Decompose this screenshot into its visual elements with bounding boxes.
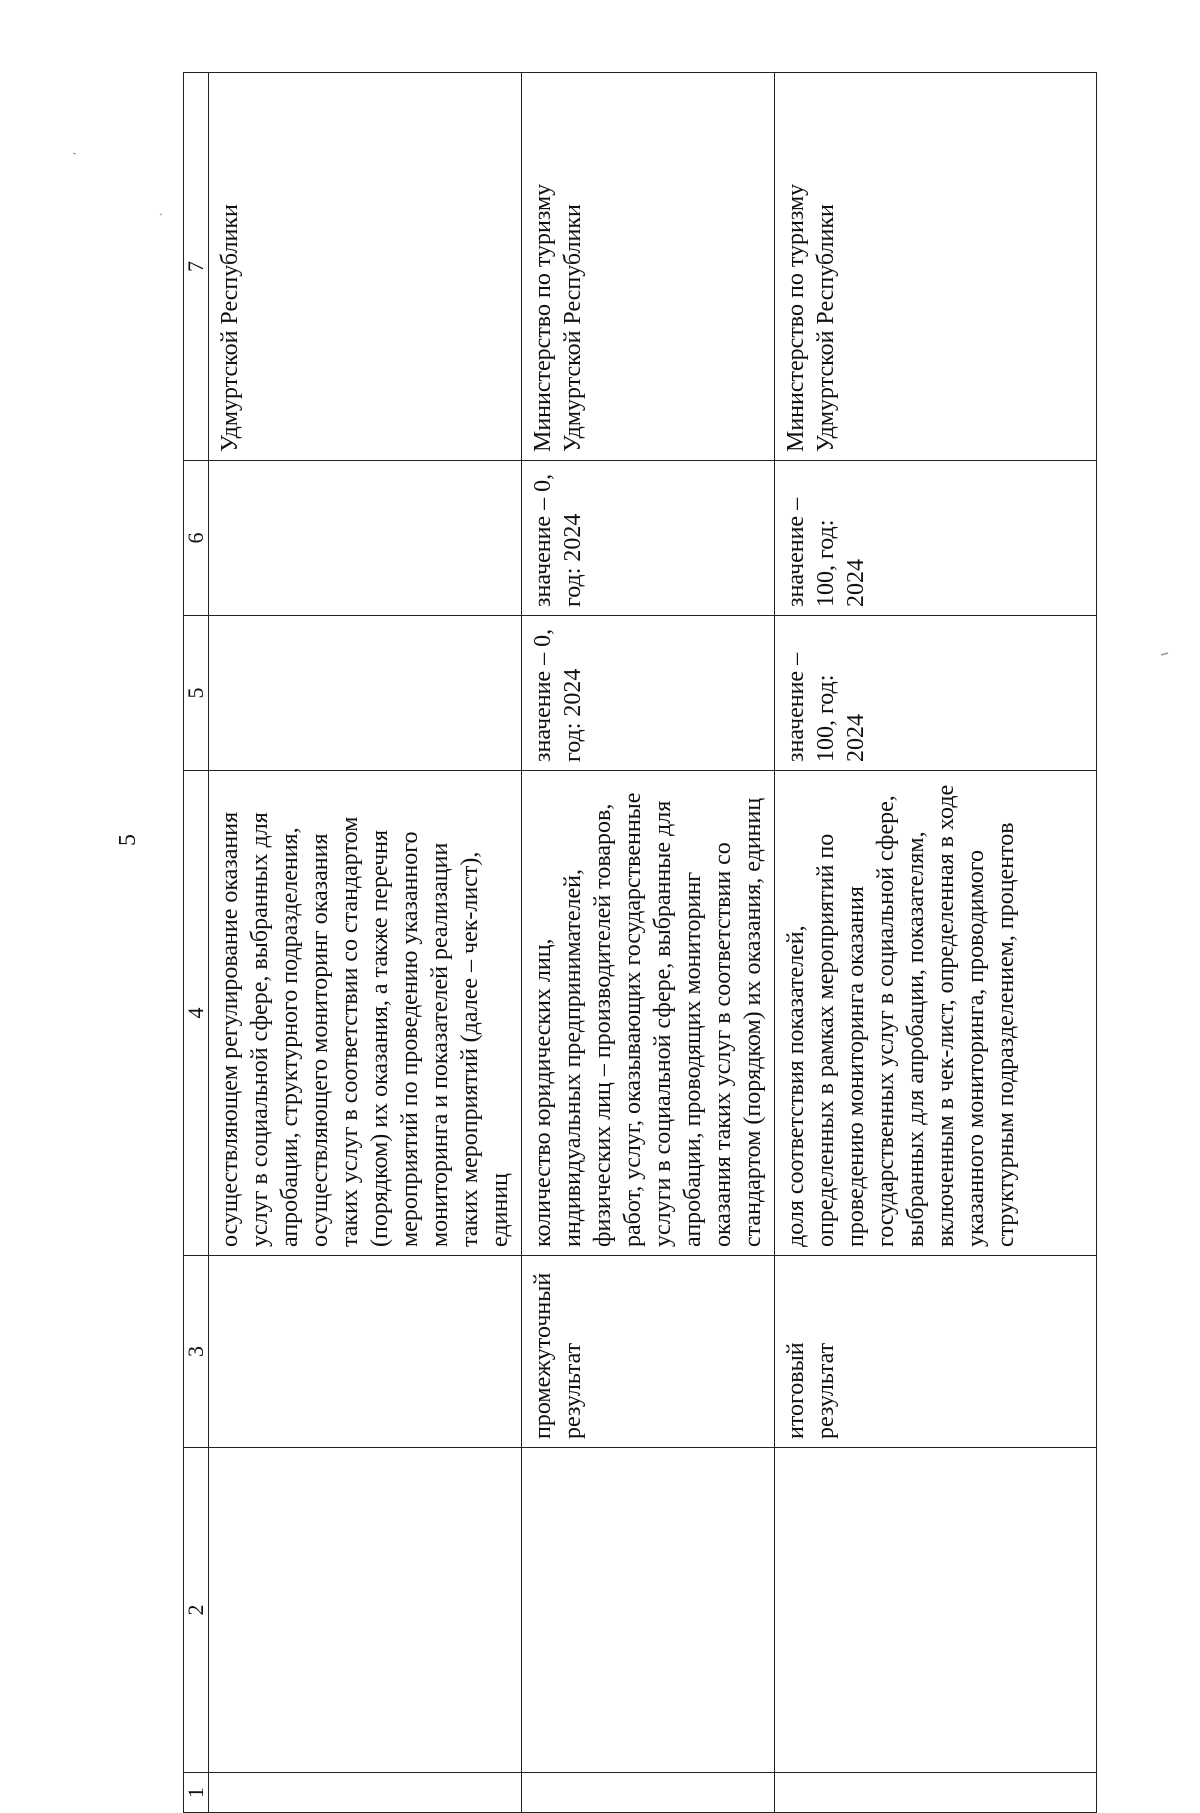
cell-result-type [209, 1256, 522, 1448]
cell-responsible: Министерство по туризму Удмуртской Республики [522, 73, 775, 461]
header-col-2: 2 [184, 1448, 209, 1773]
cell-base-value: значение – 0, год: 2024 [522, 616, 775, 771]
header-col-1: 1 [184, 1773, 209, 1813]
cell-target-value: значение – 0, год: 2024 [522, 461, 775, 616]
cell-indicator: количество юридических лиц, индивидуальных предпринимателей, физических лиц – производителей товаров, работ, услуг, оказывающих государственные услуги в социальной сфере, выбранные для апробации, проводящих мониторинг оказания таких услуг в соответствии со стандартом (порядком) их оказания, единиц [522, 771, 775, 1256]
header-col-6: 6 [184, 461, 209, 616]
header-col-4: 4 [184, 771, 209, 1256]
table-header-row [184, 73, 209, 1813]
page-number: 5 [115, 834, 141, 846]
cell-base-value: значение – 100, год: 2024 [775, 616, 1097, 771]
cell-result-type: промежуточный результат [522, 1256, 775, 1448]
cell-target-value [209, 461, 522, 616]
header-col-7: 7 [184, 73, 209, 461]
header-col-3: 3 [184, 1256, 209, 1448]
cell-col-2 [522, 1448, 775, 1773]
table-row [209, 73, 522, 1813]
table-row [775, 73, 1097, 1813]
cell-col-2 [775, 1448, 1097, 1773]
rotated-table-wrapper [183, 73, 1097, 1813]
cell-col-2 [209, 1448, 522, 1773]
cell-col-1 [209, 1773, 522, 1813]
cell-col-1 [522, 1773, 775, 1813]
header-col-5: 5 [184, 616, 209, 771]
cell-responsible: Удмуртской Республики [209, 73, 522, 461]
table-row [522, 73, 775, 1813]
cell-indicator: доля соответствия показателей, определенных в рамках мероприятий по проведению мониторинга оказания государственных услуг в социальной сфере, выбранных для апробации, показателям, включенным в чек-лист, определенная в ходе указанного мониторинга, проводимого структурным подразделением, процентов [775, 771, 1097, 1256]
cell-base-value [209, 616, 522, 771]
cell-result-type: итоговый результат [775, 1256, 1097, 1448]
cell-indicator: осуществляющем регулирование оказания услуг в социальной сфере, выбранных для апробации, структурного подразделения, осуществляющего мониторинг оказания таких услуг в соответствии со стандартом (порядком) их оказания, а также перечня мероприятий по проведению указанного мониторинга и показателей реализации таких мероприятий (далее – чек-лист), единиц [209, 771, 522, 1256]
cell-responsible: Министерство по туризму Удмуртской Республики [775, 73, 1097, 461]
cell-target-value: значение – 100, год: 2024 [775, 461, 1097, 616]
cell-col-1 [775, 1773, 1097, 1813]
results-table [183, 72, 1097, 1813]
